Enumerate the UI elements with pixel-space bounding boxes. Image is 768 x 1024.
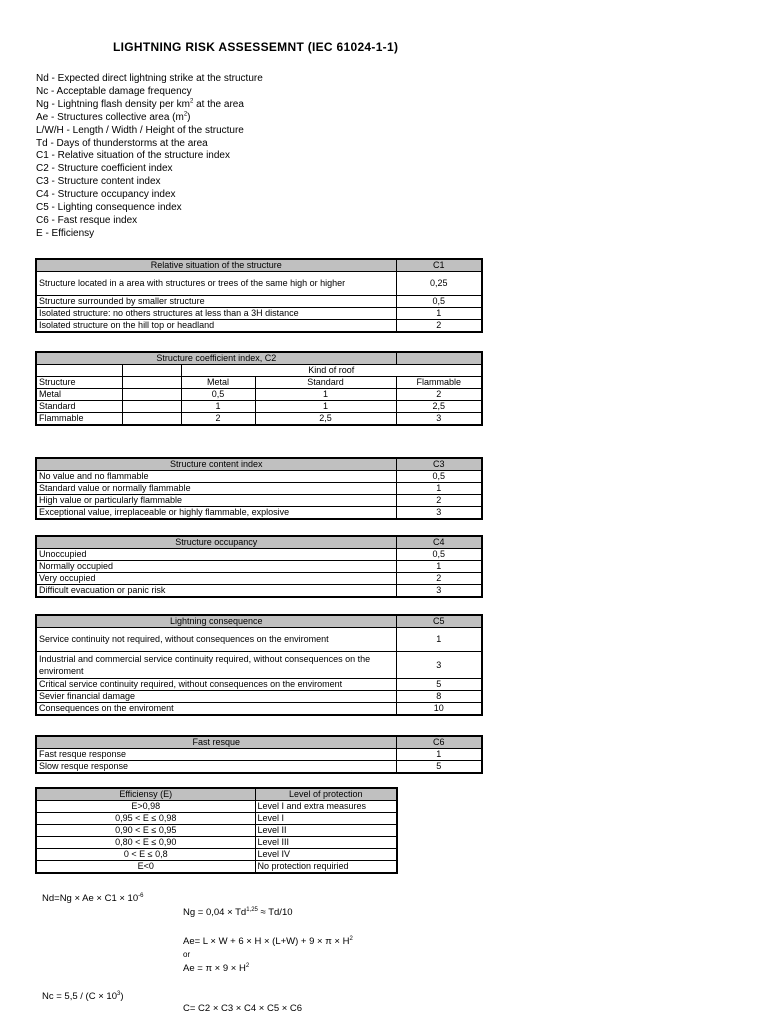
legend-item-c6: C6 - Fast resque index: [36, 214, 138, 226]
formula-ae-full: $Ae= L \times W + 6 \times H \times (L+W) + 9 \times \pi \times H^2$: [183, 935, 353, 947]
c1-index-header: C1: [396, 259, 482, 272]
legend-item-ng: Ng - Lightning flash density per $km^2$ at the area: [36, 98, 244, 110]
legend-item-nc: Nc - Acceptable damage frequency: [36, 85, 192, 97]
legend-item-c1: C1 - Relative situation of the structure index: [36, 150, 230, 162]
c2-table: [35, 351, 483, 426]
formula-or: or: [183, 950, 191, 959]
table-row: 0 < E ≤ 0,8 Level IV: [36, 849, 397, 861]
c6-header: Fast resque: [36, 736, 396, 749]
table-row: Standard value or normally flammable 1: [36, 483, 482, 495]
legend-item-ae: Ae - Structures collective area $(m^2)$: [36, 111, 191, 123]
kind-of-roof-label: Kind of roof: [181, 365, 482, 377]
c4-header: Structure occupancy: [36, 536, 396, 549]
c4-index-header: C4: [396, 536, 482, 549]
legend-item-c4: C4 - Structure occupancy index: [36, 189, 176, 201]
legend-item-c5: C5 - Lighting consequence index: [36, 202, 182, 214]
table-row: 0,90 < E ≤ 0,95 Level II: [36, 825, 397, 837]
table-row: Service continuity not required, without consequences on the enviroment 1: [36, 628, 482, 652]
c2-header: Structure coefficient index, C2: [36, 352, 396, 365]
table-row: 0,95 < E ≤ 0,98 Level I: [36, 813, 397, 825]
table-row: Very occupied 2: [36, 573, 482, 585]
table-row: Standard 1 1 2,5: [36, 401, 482, 413]
abbreviation-legend: [36, 73, 456, 241]
table-row: Flammable 2 2,5 3: [36, 413, 482, 426]
efficiency-column-header: Efficiensy (E): [36, 788, 255, 801]
c6-index-header: C6: [396, 736, 482, 749]
c3-table: [35, 457, 483, 520]
structure-column-label: Structure: [36, 377, 122, 389]
legend-item-lwh: L/W/H - Length / Width / Height of the structure: [36, 124, 244, 136]
table-row: Unoccupied 0,5: [36, 549, 482, 561]
table-row: Critical service continuity required, without consequences on the enviroment 5: [36, 679, 482, 691]
formula-nd: $Nd=Ng \times Ae \times C1 \times 10^{-6}$: [42, 892, 144, 904]
table-row: Isolated structure on the hill top or headland 2: [36, 320, 482, 333]
legend-item-c3: C3 - Structure content index: [36, 176, 161, 188]
formula-c: C= C2 × C3 × C4 × C5 × C6: [183, 1003, 303, 1014]
table-row: Consequences on the enviroment 10: [36, 703, 482, 716]
table-row: Metal 0,5 1 2: [36, 389, 482, 401]
c3-header: Structure content index: [36, 458, 396, 471]
table-row: Structure located in a area with structures or trees of the same high or higher 0,25: [36, 272, 482, 296]
legend-item-c2: C2 - Structure coefficient index: [36, 163, 173, 175]
c1-table: [35, 258, 483, 333]
table-row: Industrial and commercial service continuity required, without consequences on the enviroment 3: [36, 652, 482, 679]
roof-metal-label: Metal: [181, 377, 255, 389]
legend-item-e: E - Efficiensy: [36, 227, 95, 239]
table-row: Isolated structure: no others structures at less than a 3H distance 1: [36, 308, 482, 320]
legend-item-td: Td - Days of thunderstorms at the area: [36, 137, 208, 149]
c5-header: Lightning consequence: [36, 615, 396, 628]
c1-header: Relative situation of the structure: [36, 259, 396, 272]
formula-ng: Ng = 0,04 × Td$^{1,25}$ ≈ Td/10: [183, 906, 293, 918]
table-row: High value or particularly flammable 2: [36, 495, 482, 507]
legend-item-nd: Nd - Expected direct lightning strike at the structure: [36, 73, 263, 84]
c5-index-header: C5: [396, 615, 482, 628]
formula-nc: $Nc = 5,5 / (C \times 10^3)$: [42, 990, 124, 1002]
table-row: No value and no flammable 0,5: [36, 471, 482, 483]
c6-table: [35, 735, 483, 774]
c4-table: [35, 535, 483, 598]
table-row: 0,80 < E ≤ 0,90 Level III: [36, 837, 397, 849]
table-row: Sevier financial damage 8: [36, 691, 482, 703]
table-row: Structure surrounded by smaller structure 0,5: [36, 296, 482, 308]
formula-ae-simple: $Ae = \pi \times 9 \times H^2$: [183, 962, 250, 974]
table-row: Exceptional value, irreplaceable or highly flammable, explosive 3: [36, 507, 482, 520]
table-row: E>0,98 Level I and extra measures: [36, 801, 397, 813]
c5-table: [35, 614, 483, 716]
protection-level-column-header: Level of protection: [255, 788, 397, 801]
roof-flammable-label: Flammable: [396, 377, 482, 389]
table-row: E<0 No protection requiried: [36, 861, 397, 874]
page-title: LIGHTNING RISK ASSESSEMNT (IEC 61024-1-1): [113, 40, 399, 54]
efficiency-table: [35, 787, 398, 874]
table-row: Difficult evacuation or panic risk 3: [36, 585, 482, 598]
table-row: Fast resque response 1: [36, 749, 482, 761]
table-row: Normally occupied 1: [36, 561, 482, 573]
c3-index-header: C3: [396, 458, 482, 471]
table-row: Slow resque response 5: [36, 761, 482, 774]
roof-standard-label: Standard: [255, 377, 396, 389]
